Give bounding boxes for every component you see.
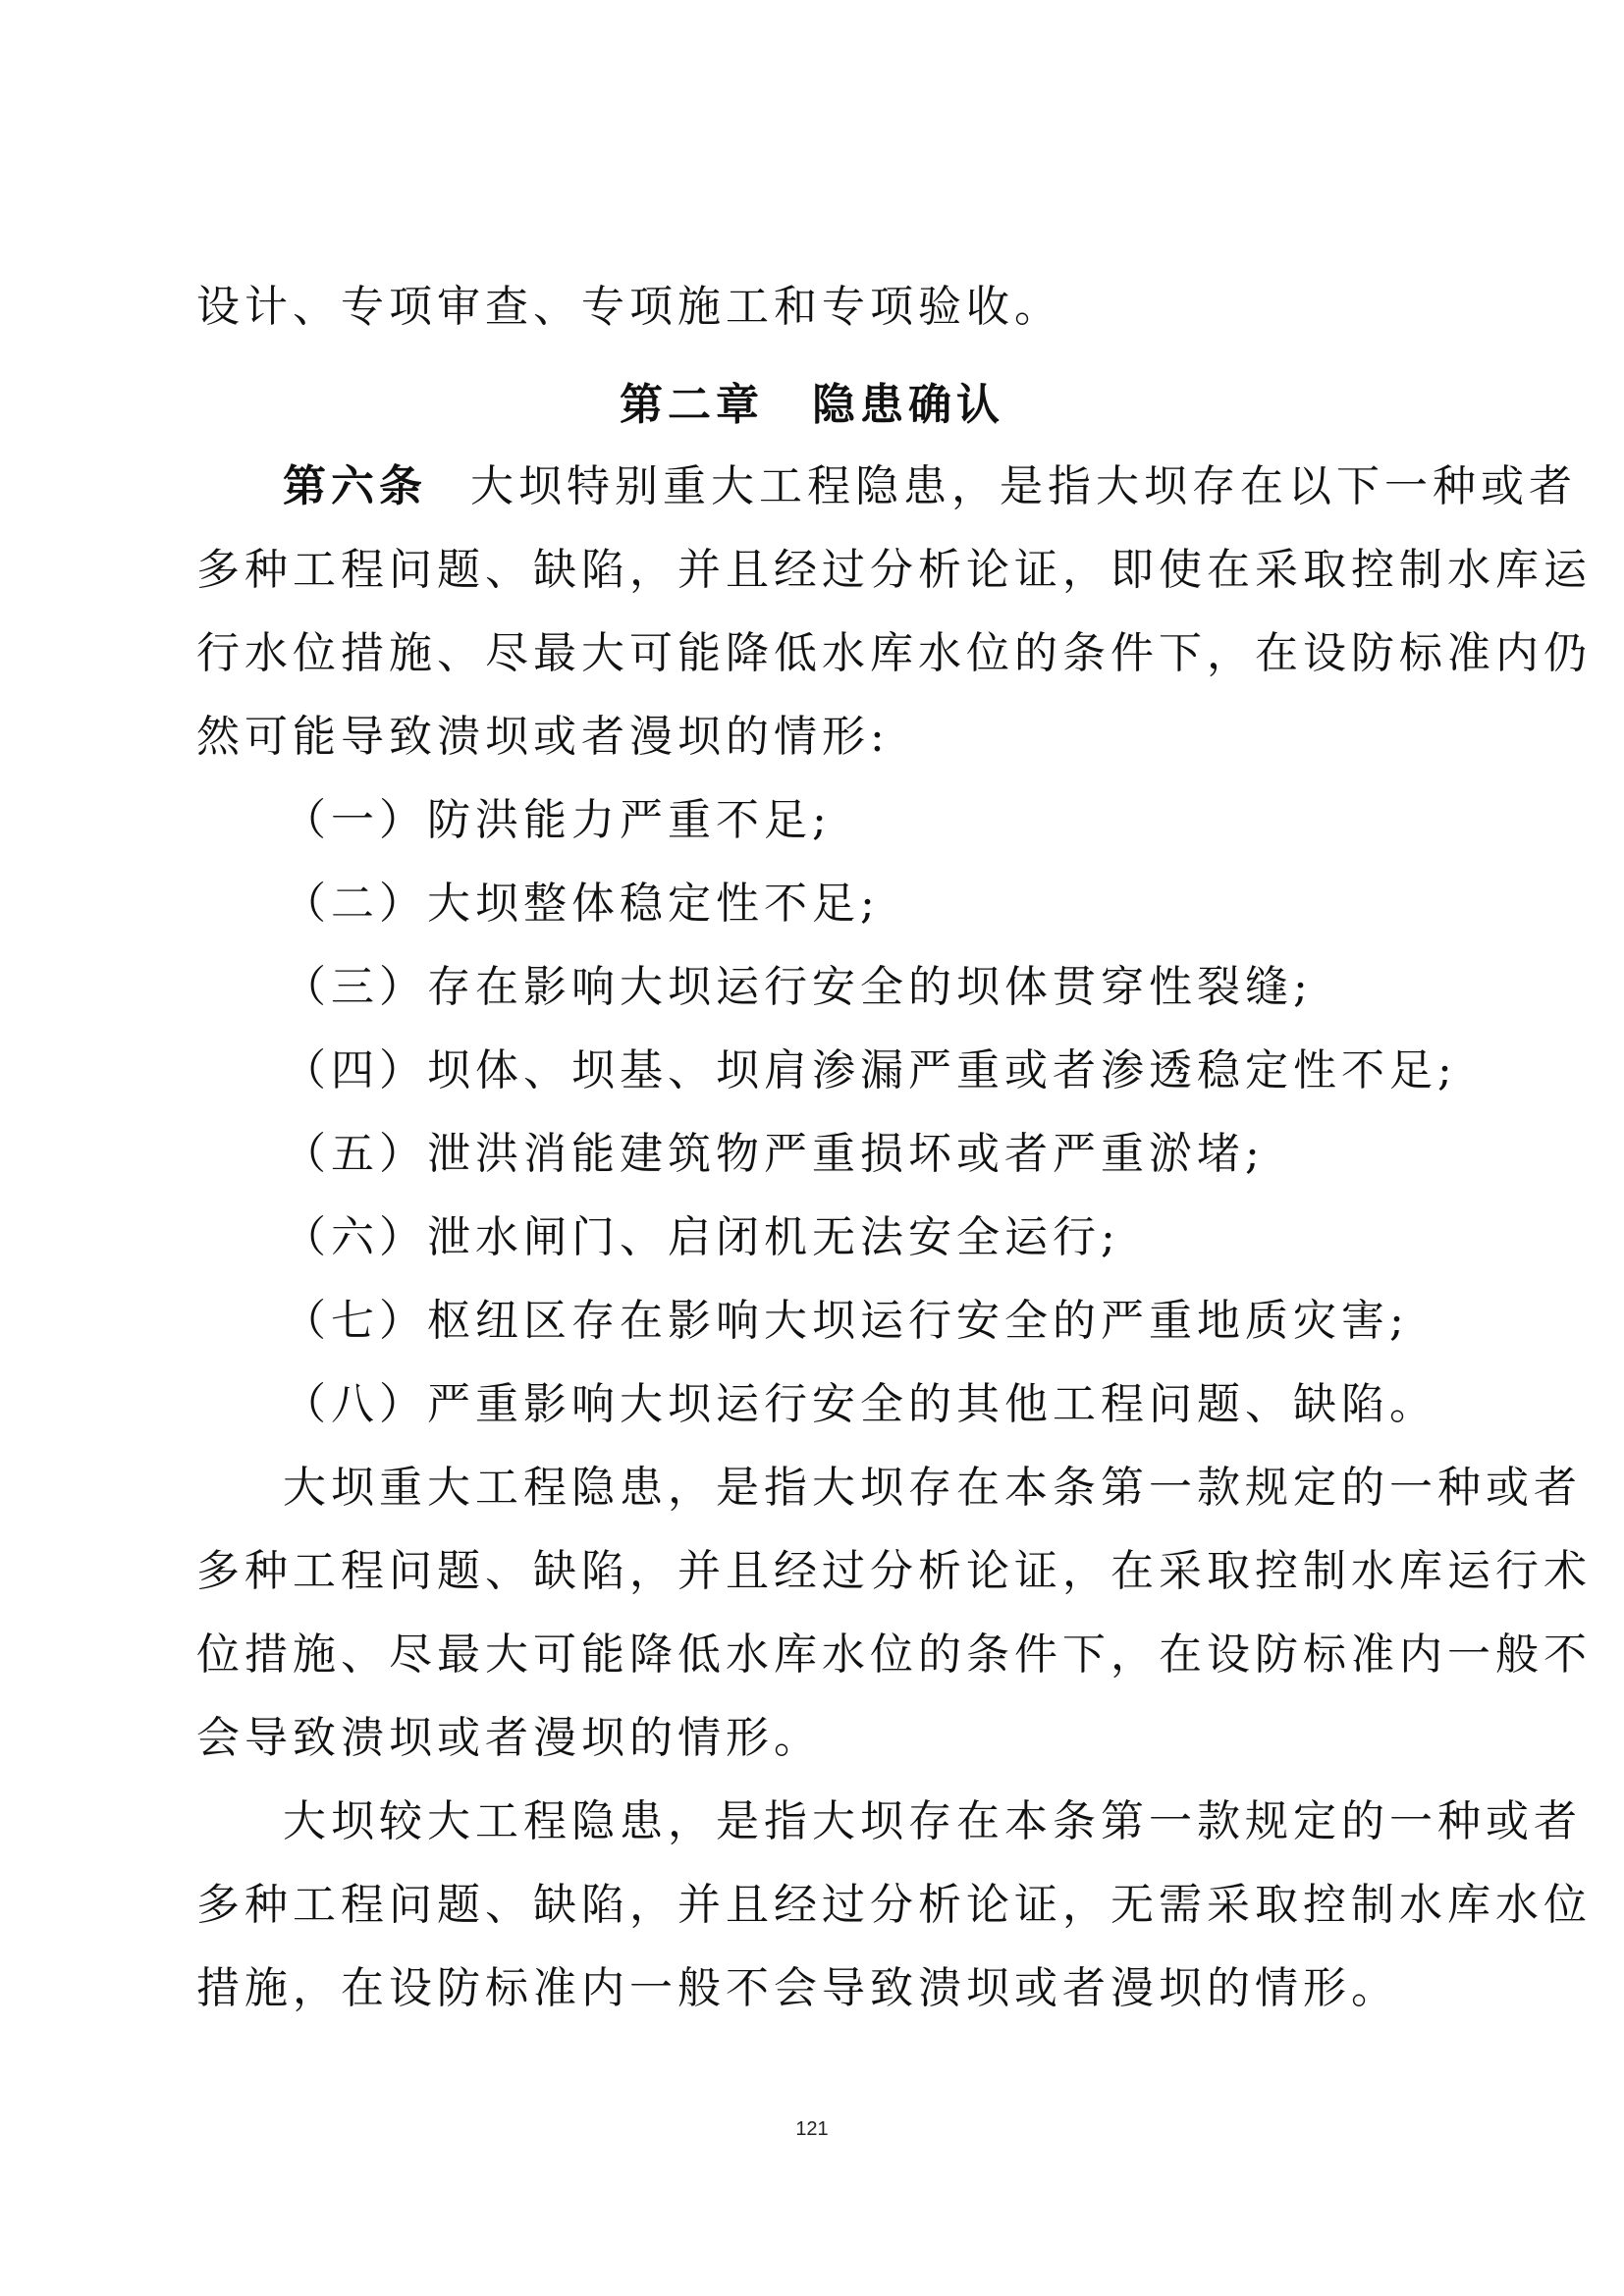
article-text: 大坝特别重大工程隐患，是指大坝存在以下一种或者 (470, 461, 1577, 511)
body-text-line: 然可能导致溃坝或者漫坝的情形: (196, 712, 890, 762)
body-text-line: 大坝重大工程隐患，是指大坝存在本条第一款规定的一种或者 (283, 1463, 1582, 1513)
body-text-line: 多种工程问题、缺陷，并且经过分析论证，在采取控制水库运行术 (196, 1546, 1592, 1596)
body-text-line: 设计、专项审查、专项施工和专项验收。 (196, 282, 1062, 332)
body-text-line: 多种工程问题、缺陷，并且经过分析论证，无需采取控制水库水位 (196, 1880, 1592, 1930)
body-text-line: 位措施、尽最大可能降低水库水位的条件下，在设防标准内一般不 (196, 1629, 1592, 1680)
body-text-line: 会导致溃坝或者漫坝的情形。 (196, 1713, 822, 1763)
body-text-line: 行水位措施、尽最大可能降低水库水位的条件下，在设防标准内仍 (196, 628, 1592, 678)
list-item: （八）严重影响大坝运行安全的其他工程问题、缺陷。 (283, 1379, 1437, 1429)
list-item: （四）坝体、坝基、坝肩渗漏严重或者渗透稳定性不足; (283, 1045, 1457, 1095)
chapter-title: 第二章 隐患确认 (620, 380, 1004, 430)
article-heading: 第六条 (283, 461, 427, 511)
body-text-line: 措施，在设防标准内一般不会导致溃坝或者漫坝的情形。 (196, 1963, 1399, 2013)
list-item: （三）存在影响大坝运行安全的坝体贯穿性裂缝; (283, 962, 1313, 1012)
list-item: （六）泄水闸门、启闭机无法安全运行; (283, 1212, 1120, 1262)
list-item: （七）枢纽区存在影响大坝运行安全的严重地质灾害; (283, 1296, 1409, 1346)
body-text-line: 多种工程问题、缺陷，并且经过分析论证，即使在采取控制水库运 (196, 545, 1592, 595)
body-text-line: 大坝较大工程隐患，是指大坝存在本条第一款规定的一种或者 (283, 1796, 1582, 1846)
list-item: （二）大坝整体稳定性不足; (283, 879, 880, 929)
article-6-first-line (283, 457, 1577, 516)
list-item: （五）泄洪消能建筑物严重损坏或者严重淤堵; (283, 1129, 1265, 1179)
page-number: 121 (795, 2118, 829, 2140)
list-item: （一）防洪能力严重不足; (283, 795, 832, 845)
